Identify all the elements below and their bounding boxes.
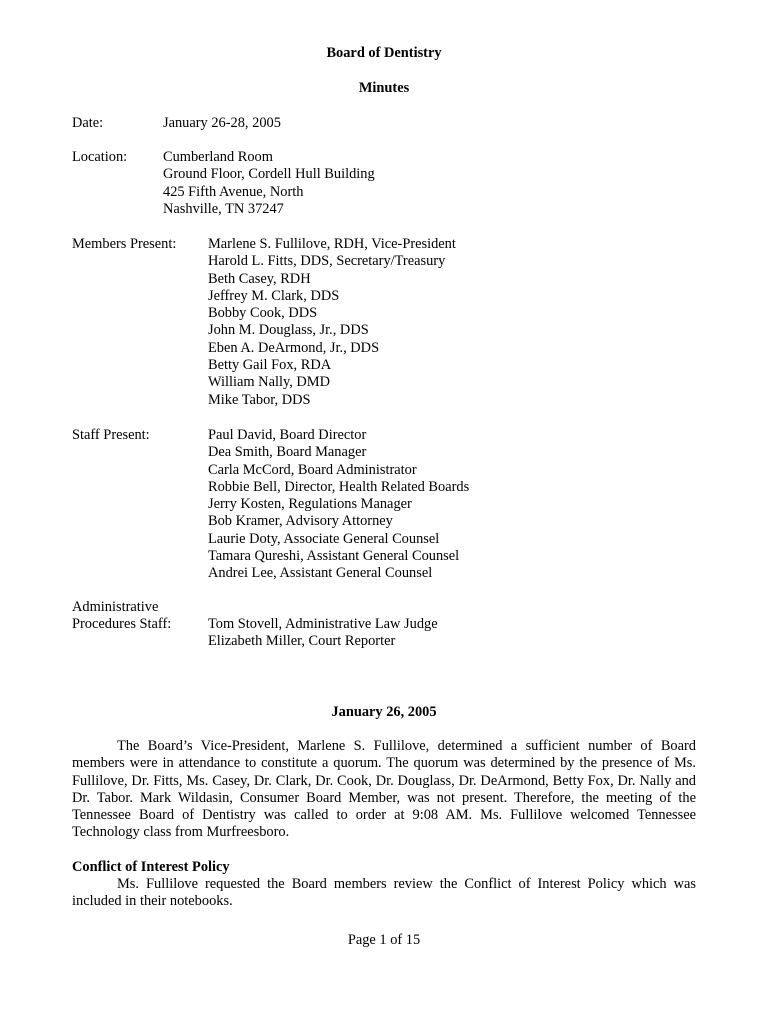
location-line: Cumberland Room (163, 149, 273, 165)
members-present-row (72, 236, 696, 411)
member-name: John M. Douglass, Jr., DDS (208, 322, 369, 339)
member-name: Beth Casey, RDH (208, 270, 311, 287)
opening-paragraph: The Board’s Vice-President, Marlene S. Fullilove, determined a sufficient number of Board members were in attendance to constitute a quorum. The quorum was determined by the presence of Ms. Fullilove, Dr. Fitts, Ms. Casey, Dr. Clark, Dr. Cook, Dr. Douglass, Dr. DeArmond, Betty Fox, Dr. Nally and Dr. Tabor. Mark Wildasin, Consumer Board Member, was not present. Therefore, the meeting of the Tennessee Board of Dentistry was called to order at 9:08 AM. Ms. Fullilove welcomed Tennessee Technology class from Murfreesboro. (72, 738, 696, 841)
location-label: Location: (72, 149, 128, 165)
staff-name: Andrei Lee, Assistant General Counsel (208, 565, 433, 582)
location-line: Nashville, TN 37247 (163, 200, 284, 217)
staff-name: Laurie Doty, Associate General Counsel (208, 530, 440, 547)
member-name: Mike Tabor, DDS (208, 391, 311, 408)
date-row (72, 115, 696, 133)
location-address (163, 149, 375, 218)
staff-present-list (208, 427, 469, 583)
staff-name: Bob Kramer, Advisory Attorney (208, 513, 393, 530)
conflict-paragraph: Ms. Fullilove requested the Board members review the Conflict of Interest Policy which was included in their notebooks. (72, 876, 696, 910)
conflict-heading: Conflict of Interest Policy (72, 859, 230, 875)
location-row (72, 149, 696, 221)
member-name: Jeffrey M. Clark, DDS (208, 287, 340, 304)
admin-staff-label-line: Procedures Staff: (72, 616, 172, 633)
members-present-list (208, 236, 456, 409)
location-line: 425 Fifth Avenue, North (163, 183, 304, 200)
member-name: Betty Gail Fox, RDA (208, 357, 332, 374)
admin-staff-list (208, 616, 438, 651)
staff-present-label: Staff Present: (72, 427, 150, 443)
staff-name: Robbie Bell, Director, Health Related Boards (208, 478, 470, 495)
member-name: Bobby Cook, DDS (208, 305, 318, 322)
document-subtitle: Minutes (358, 80, 410, 96)
staff-name: Jerry Kosten, Regulations Manager (208, 496, 412, 513)
admin-staff-label (72, 599, 171, 634)
member-name: Eben A. DeArmond, Jr., DDS (208, 339, 380, 356)
date-label: Date: (72, 115, 104, 131)
document-title: Board of Dentistry (326, 45, 442, 61)
admin-staff-name: Tom Stovell, Administrative Law Judge (208, 616, 438, 632)
members-present-label: Members Present: (72, 236, 177, 252)
session-date-heading: January 26, 2005 (331, 704, 437, 720)
staff-name: Tamara Qureshi, Assistant General Counsel (208, 548, 460, 565)
admin-staff-name: Elizabeth Miller, Court Reporter (208, 633, 396, 650)
staff-name: Carla McCord, Board Administrator (208, 461, 417, 478)
member-name: Harold L. Fitts, DDS, Secretary/Treasury (208, 253, 446, 270)
date-value: January 26-28, 2005 (163, 115, 281, 131)
staff-name: Dea Smith, Board Manager (208, 444, 367, 461)
page-number: Page 1 of 15 (347, 932, 421, 948)
location-line: Ground Floor, Cordell Hull Building (163, 166, 375, 183)
staff-name: Paul David, Board Director (208, 427, 367, 443)
admin-staff-label-line: Administrative (72, 599, 159, 615)
member-name: Marlene S. Fullilove, RDH, Vice-President (208, 236, 456, 252)
member-name: William Nally, DMD (208, 374, 330, 391)
admin-staff-row (72, 599, 696, 650)
staff-present-row (72, 427, 696, 585)
